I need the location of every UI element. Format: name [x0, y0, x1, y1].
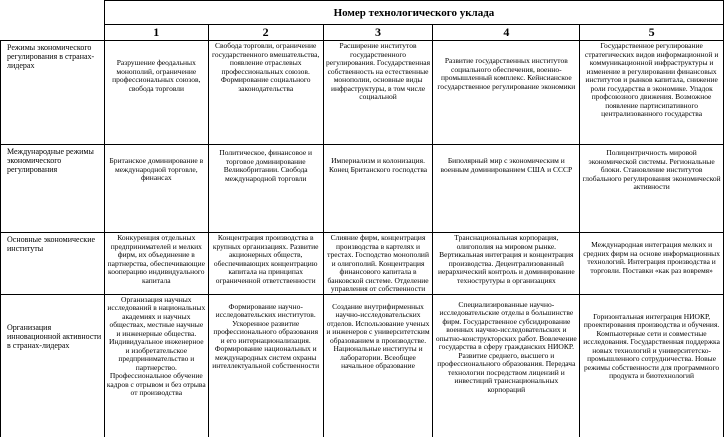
table-cell: Специализированные научно-исследовательские отделы в большинстве фирм. Государственное субсидирование военных научно-исследовательских и опытно-конструкторских работ. Вовлечение государства в сферу гражданских НИОКР. Развитие среднего, высшего и профессионального образования. Передача технологии посредством лицензий и инвестиций транснациональных корпораций: [433, 294, 580, 437]
corner-cell: [1, 1, 105, 41]
table-cell: Британское доминирование в международной торговле, финансах: [104, 145, 208, 233]
table-cell: Расширение институтов государственного регулирования. Государственная собственность на естественные монополии, основные виды инфраструктуры, в том числе социальной: [323, 41, 433, 145]
table-cell: Полицентричность мировой экономической системы. Региональные блоки. Становление институтов глобального регулирования экономической активности: [580, 145, 724, 233]
table-cell: Государственное регулирование стратегических видов информационной и коммуникационной инфраструктуры и изменение в регулировании финансовых институтов и рынков капитала, снижение роли государства в экономике. Упадок профсоюзного движения. Возможное появление партисипативного централизованного государства: [580, 41, 724, 145]
table-cell: Конкуренция отдельных предпринимателей и мелких фирм, их объединение в партнерства, обеспечивающие кооперацию индивидуального капитала: [104, 233, 208, 295]
table-cell: Формирование научно-исследовательских институтов. Ускоренное развитие профессионального образования и его интернационализация. Формирование национальных и международных систем охраны интеллектуальной собственности: [208, 294, 323, 437]
row-label: Режимы экономического регулирования в странах-лидерах: [1, 41, 105, 145]
row-label: Основные экономические институты: [1, 233, 105, 295]
row-label: Организация инновационной активности в странах-лидерах: [1, 294, 105, 437]
table-cell: Биполярный мир с экономическим и военным доминированием США и СССР: [433, 145, 580, 233]
table-cell: Разрушение феодальных монополий, ограничение профессиональных союзов, свобода торговли: [104, 41, 208, 145]
table-cell: Империализм и колонизация. Конец Британского господства: [323, 145, 433, 233]
table-cell: Организация научных исследований в национальных академиях и научных обществах, местные научные и инженерные общества. Индивидуальное инженерное и изобретательское предпринимательство и партнерство. Профессиональное обучение кадров с отрывом и без отрыва от производства: [104, 294, 208, 437]
table-cell: Слияние фирм, концентрация производства в картелях и трестах. Господство монополий и олигополий. Концентрация финансового капитала в банковской системе. Отделение управления от собственности: [323, 233, 433, 295]
column-header-3: 3: [323, 25, 433, 41]
table-cell: Развитие государственных институтов социального обеспечения, военно-промышленный комплекс. Кейнсианское государственное регулирование экономики: [433, 41, 580, 145]
column-header-1: 1: [104, 25, 208, 41]
column-header-2: 2: [208, 25, 323, 41]
column-header-4: 4: [433, 25, 580, 41]
table-cell: Международная интеграция мелких и средних фирм на основе информационных технологий. Интеграция производства и торговли. Поставки «как раз вовремя»: [580, 233, 724, 295]
column-header-5: 5: [580, 25, 724, 41]
table-cell: Создание внутрифирменных научно-исследовательских отделов. Использование ученых и инженеров с университетским образованием в производстве. Национальные институты и лаборатории. Всеобщее начальное образование: [323, 294, 433, 437]
table-title: Номер технологического уклада: [104, 1, 723, 25]
table-cell: Свобода торговли, ограничение государственного вмешательства, появление отраслевых профессиональных союзов. Формирование социального законодательства: [208, 41, 323, 145]
row-label: Международные режимы экономического регулирования: [1, 145, 105, 233]
table-cell: Горизонтальная интеграция НИОКР, проектирования производства и обучения. Компьютерные сети и совместные исследования. Государственная поддержка новых технологий и университетско-промышленного сотрудничества. Новые режимы собственности для программного продукта и биотехнологий: [580, 294, 724, 437]
table-row: [1, 41, 724, 145]
table-row: [1, 145, 724, 233]
table-cell: Политическое, финансовое и торговое доминирование Великобритании. Свобода международной торговли: [208, 145, 323, 233]
table-cell: Концентрация производства в крупных организациях. Развитие акционерных обществ, обеспечивающих концентрацию капитала на принципах ограниченной ответственности: [208, 233, 323, 295]
table-cell: Транснациональная корпорация, олигополия на мировом рынке. Вертикальная интеграция и концентрация производства. Децентрализованный иерархический контроль и доминирование технострутуры в организациях: [433, 233, 580, 295]
table-row: [1, 233, 724, 295]
table-row: [1, 294, 724, 437]
